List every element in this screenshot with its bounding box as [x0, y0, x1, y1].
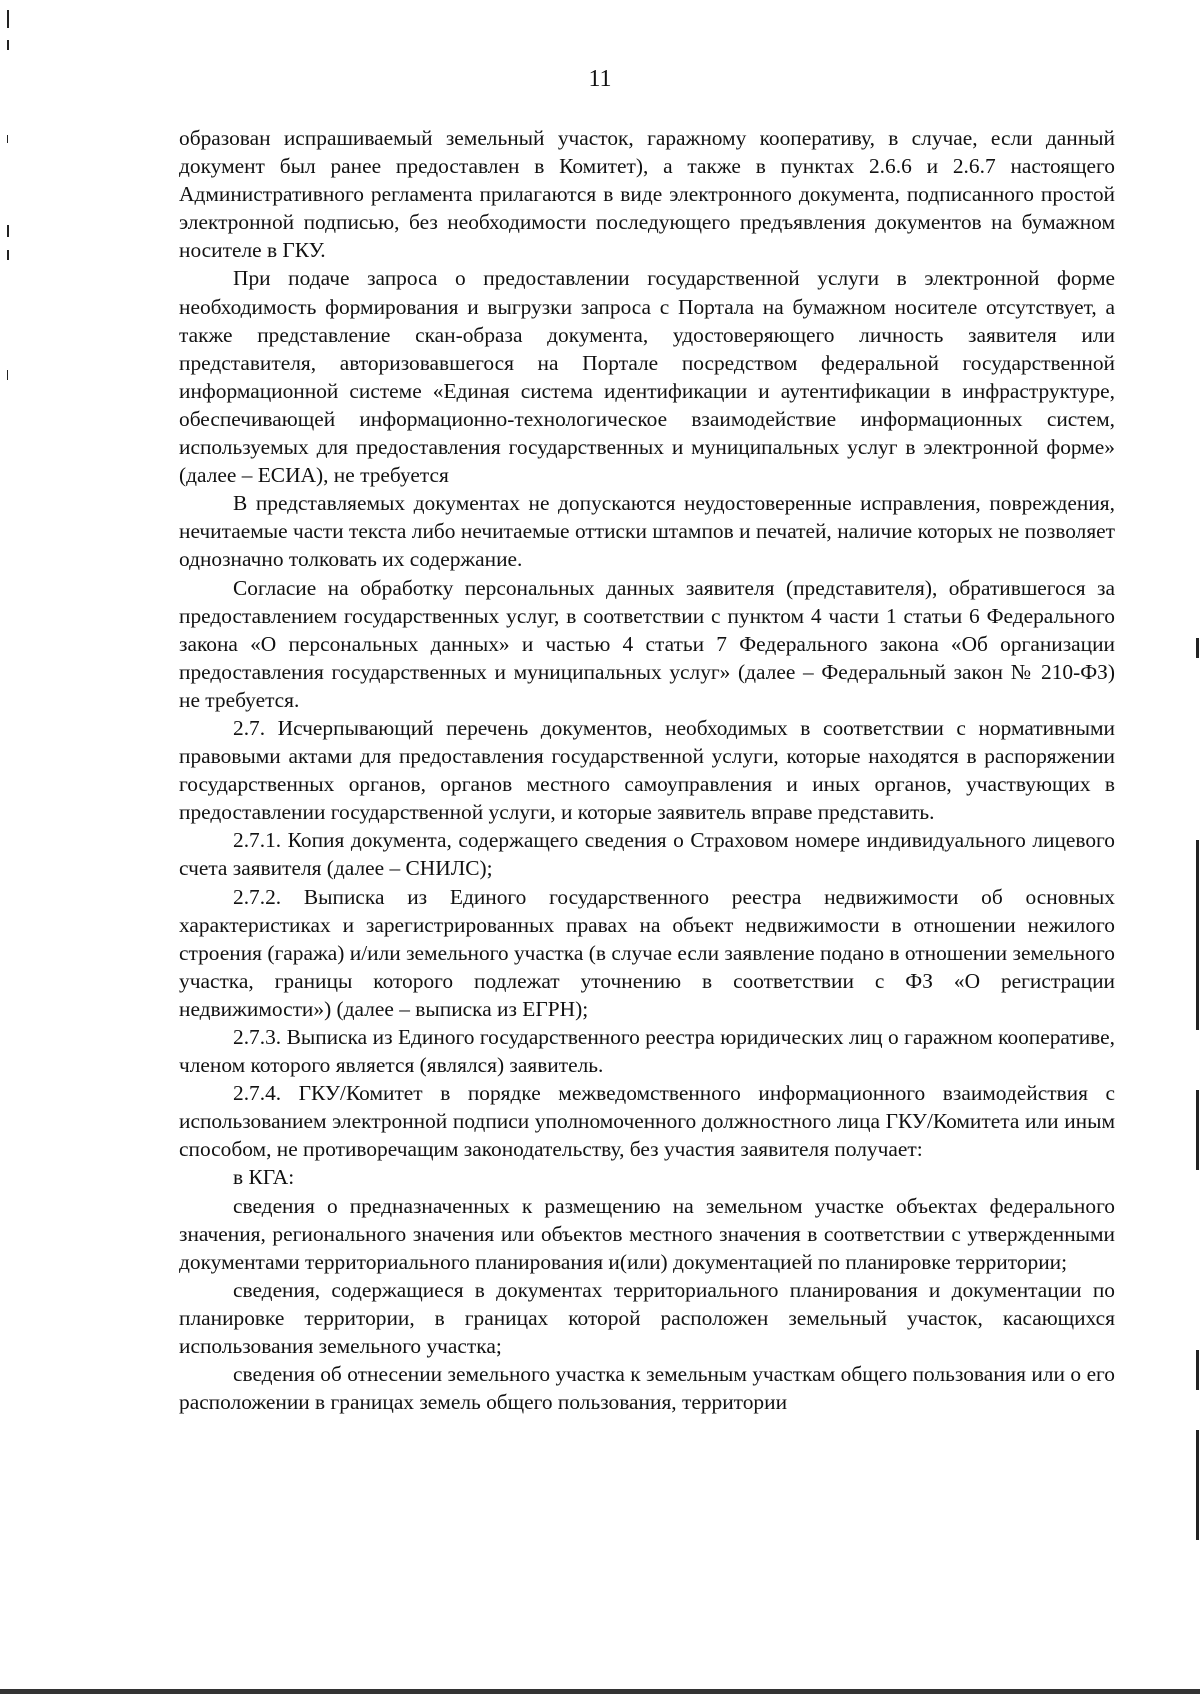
- paragraph-kga-item-1: сведения о предназначенных к размещению на земельном участке объектах федерального значения, регионального значения или объектов местного значения в соответствии с утвержденными документами территориального планирования и(или) документацией по планировке территории;: [179, 1193, 1115, 1274]
- scan-mark-right: [1196, 1430, 1199, 1540]
- scan-mark-left: [7, 250, 9, 260]
- document-body: [179, 124, 1115, 1416]
- paragraph-kga-item-2: сведения, содержащиеся в документах территориального планирования и документации по планировке территории, в границах которой расположен земельный участок, касающихся использования земельного участка;: [179, 1277, 1115, 1359]
- scan-mark-left: [7, 225, 9, 237]
- paragraph-kga-item-3: сведения об отнесении земельного участка к земельным участкам общего пользования или о его расположении в границах земель общего пользования, территории: [179, 1362, 1115, 1415]
- scan-mark-right: [1196, 1350, 1199, 1390]
- scan-mark-left: [7, 40, 9, 50]
- paragraph-electronic-submission: При подаче запроса о предоставлении государственной услуги в электронной форме необходимость формирования и выгрузки запроса с Портала на бумажном носителе отсутствует, а также представление скан-образа документа, удостоверяющего личность заявителя или представителя, авторизовавшегося на Портале посредством федеральной государственной информационной системе «Единая система идентификации и аутентификации в инфраструктуре, обеспечивающей информационно-технологическое взаимодействие информационных систем, используемых для предоставления государственных и муниципальных услуг в электронной форме» (далее – ЕСИА), не требуется: [179, 266, 1115, 488]
- scan-bottom-edge: [0, 1689, 1200, 1694]
- paragraph-kga-heading: в КГА:: [233, 1165, 295, 1190]
- scan-mark-right: [1196, 840, 1199, 1030]
- scan-mark-right: [1196, 638, 1199, 658]
- paragraph-section-2-7-2: 2.7.2. Выписка из Единого государственного реестра недвижимости об основных характеристиках и зарегистрированных правах на объект недвижимости в отношении нежилого строения (гаража) и/или земельного участка (в случае если заявление подано в отношении земельного участка, границы которого подлежат уточнению в соответствии с ФЗ «О регистрации недвижимости») (далее – выписка из ЕГРН);: [179, 884, 1115, 1021]
- paragraph-continuation: образован испрашиваемый земельный участок, гаражному кооперативу, в случае, если данный документ был ранее предоставлен в Комитет), а также в пунктах 2.6.6 и 2.6.7 настоящего Административного регламента прилагаются в виде электронного документа, подписанного простой электронной подписью, без необходимости последующего предъявления документов на бумажном носителе в ГКУ.: [179, 126, 1115, 263]
- paragraph-section-2-7-4: 2.7.4. ГКУ/Комитет в порядке межведомственного информационного взаимодействия с использованием электронной подписи уполномоченного должностного лица ГКУ/Комитета или иным способом, не противоречащим законодательству, без участия заявителя получает:: [179, 1081, 1115, 1162]
- paragraph-section-2-7-3: 2.7.3. Выписка из Единого государственного реестра юридических лиц о гаражном кооперативе, членом которого является (являлся) заявитель.: [179, 1025, 1115, 1078]
- scan-mark-left: [7, 10, 9, 28]
- scan-mark-left: [7, 135, 8, 143]
- paragraph-section-2-7-1: 2.7.1. Копия документа, содержащего сведения о Страховом номере индивидуального лицевого счета заявителя (далее – СНИЛС);: [179, 828, 1115, 881]
- scan-mark-right: [1196, 1090, 1199, 1170]
- scan-mark-left: [7, 370, 8, 380]
- paragraph-personal-data-consent: Согласие на обработку персональных данных заявителя (представителя), обратившегося за предоставлением государственных услуг, в соответствии с пунктом 4 части 1 статьи 6 Федерального закона «О персональных данных» и частью 4 статьи 7 Федерального закона «Об организации предоставления государственных и муниципальных услуг» (далее – Федеральный закон № 210-ФЗ) не требуется.: [179, 575, 1115, 712]
- paragraph-section-2-7: 2.7. Исчерпывающий перечень документов, необходимых в соответствии с нормативными правовыми актами для предоставления государственной услуги, которые находятся в распоряжении государственных органов, органов местного самоуправления и иных органов, участвующих в предоставлении государственной услуги, и которые заявитель вправе представить.: [179, 715, 1115, 825]
- paragraph-document-corrections: В представляемых документах не допускаются неудостоверенные исправления, повреждения, нечитаемые части текста либо нечитаемые оттиски штампов и печатей, наличие которых не позволяет однозначно толковать их содержание.: [179, 491, 1115, 572]
- page-number: 11: [588, 66, 612, 92]
